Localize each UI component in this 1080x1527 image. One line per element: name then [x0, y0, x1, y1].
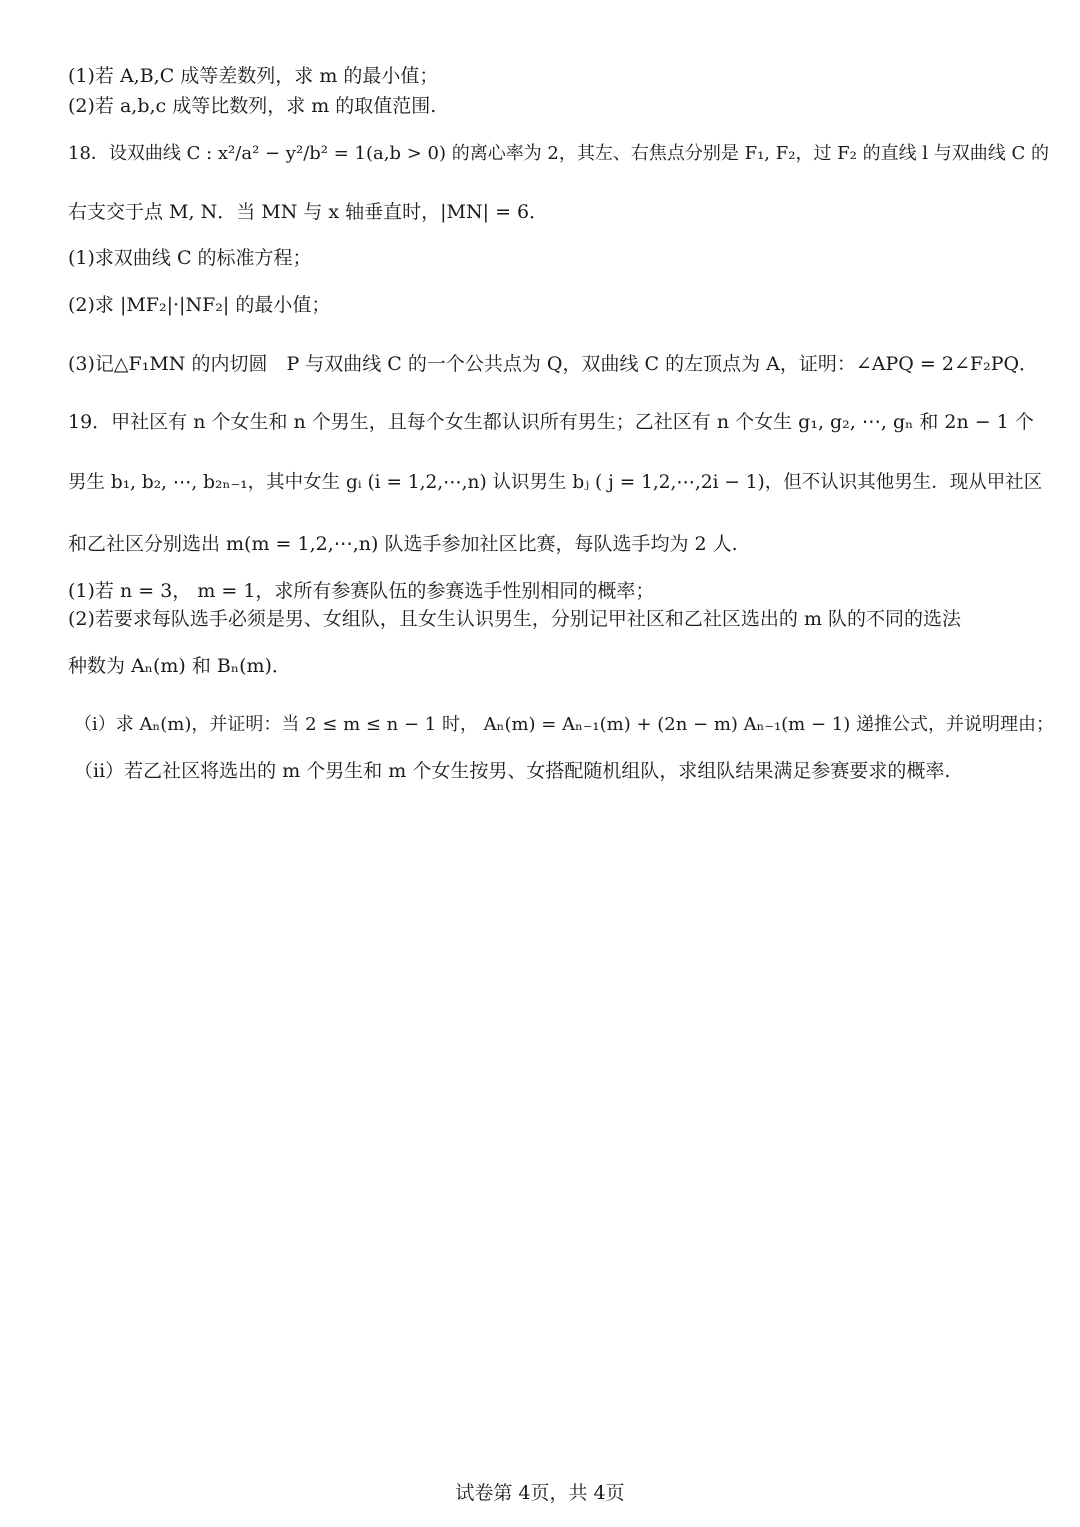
q19-stem-line2: 男生 b₁, b₂, ⋯, b₂ₙ₋₁，其中女生 gᵢ (i = 1,2,⋯,n) 认识男生 bⱼ ( j = 1,2,⋯,2i − 1)，但不认识其他男生．现从甲社区: [68, 472, 1043, 493]
page-footer: 试卷第 4页，共 4页: [455, 1482, 625, 1504]
q19-part2-line1: (2)若要求每队选手必须是男、女组队，且女生认识男生，分别记甲社区和乙社区选出的 m 队的不同的选法: [68, 608, 962, 630]
q18-part2: (2)求 |MF₂|·|NF₂| 的最小值；: [68, 294, 331, 316]
q18-part3: (3)记△F₁MN 的内切圆 P 与双曲线 C 的一个公共点为 Q，双曲线 C 的左顶点为 A，证明：∠APQ = 2∠F₂PQ．: [68, 353, 1039, 375]
q18-stem-line2: 右支交于点 M, N．当 MN 与 x 轴垂直时，|MN| = 6．: [68, 201, 549, 223]
q19-part1: (1)若 n = 3， m = 1，求所有参赛队伍的参赛选手性别相同的概率；: [68, 580, 655, 602]
q18-part1: (1)求双曲线 C 的标准方程；: [68, 247, 312, 269]
q19-sub-i: （i）求 Aₙ(m)，并证明：当 2 ≤ m ≤ n − 1 时， Aₙ(m) = Aₙ₋₁(m) + (2n − m) Aₙ₋₁(m − 1) 递推公式，并说明理由；: [74, 714, 1054, 735]
q17-part2: (2)若 a,b,c 成等比数列，求 m 的取值范围.: [68, 95, 437, 117]
q19-part2-line2: 种数为 Aₙ(m) 和 Bₙ(m)．: [68, 655, 291, 677]
q19-stem-line1: 19．甲社区有 n 个女生和 n 个男生，且每个女生都认识所有男生；乙社区有 n 个女生 g₁, g₂, ⋯, gₙ 和 2n − 1 个: [68, 411, 1034, 433]
q19-stem-line3: 和乙社区分别选出 m(m = 1,2,⋯,n) 队选手参加社区比赛，每队选手均为 2 人.: [68, 533, 738, 555]
q19-sub-ii: （ii）若乙社区将选出的 m 个男生和 m 个女生按男、女搭配随机组队，求组队结果满足参赛要求的概率.: [74, 760, 951, 782]
q17-part1: (1)若 A,B,C 成等差数列，求 m 的最小值；: [68, 65, 439, 87]
q18-stem-line1: 18．设双曲线 C : x²/a² − y²/b² = 1(a,b > 0) 的离心率为 2，其左、右焦点分别是 F₁, F₂，过 F₂ 的直线 l 与双曲线 C 的: [68, 143, 1050, 164]
